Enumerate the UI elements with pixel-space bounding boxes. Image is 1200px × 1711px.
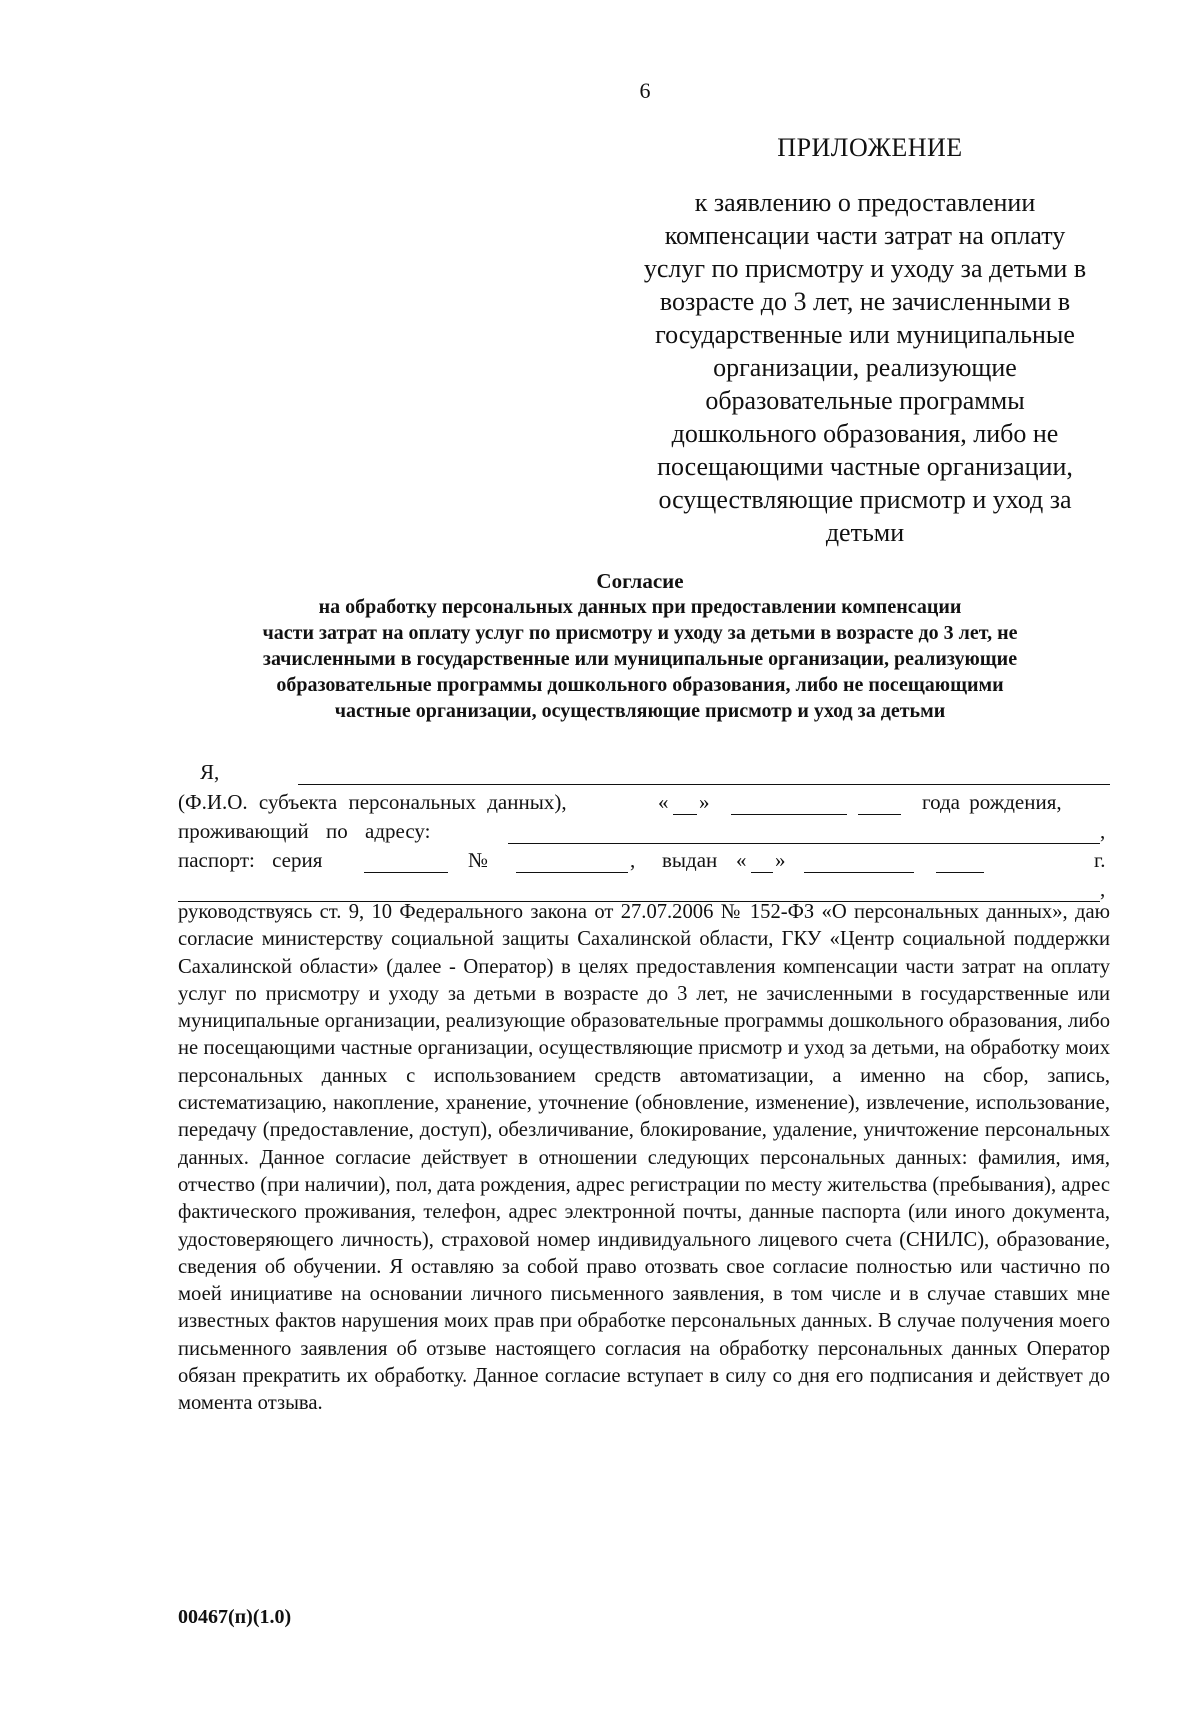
birth-label: года рождения,: [922, 790, 1062, 814]
consent-heading-line: образовательные программы дошкольного образования, либо не посещающими: [276, 674, 1004, 696]
consent-title: Согласие: [596, 569, 684, 593]
consent-heading-line: части затрат на оплату услуг по присмотру и уходу за детьми в возрасте до 3 лет, не: [262, 622, 1018, 644]
appendix-subtitle-line: организации, реализующие: [713, 353, 1017, 382]
birth-row: [178, 788, 1110, 816]
appendix-subtitle-line: услуг по присмотру и уходу за детьми в: [643, 254, 1087, 283]
i-label: Я,: [200, 760, 220, 784]
appendix-subtitle-line: осуществляющие присмотр и уход за: [658, 485, 1072, 514]
consent-heading-line: на обработку персональных данных при предоставлении компенсации: [318, 596, 962, 618]
consent-heading-line: частные организации, осуществляющие присмотр и уход за детьми: [334, 700, 946, 722]
birth-day-field[interactable]: [673, 814, 697, 815]
appendix-subtitle-line: компенсации части затрат на оплату: [664, 221, 1066, 250]
form-code: 00467(п)(1.0): [178, 1606, 292, 1628]
appendix-title: ПРИЛОЖЕНИЕ: [777, 133, 963, 162]
appendix-subtitle: [615, 186, 1115, 549]
appendix-subtitle-line: посещающими частные организации,: [657, 452, 1073, 481]
quote-close: »: [699, 790, 710, 814]
passport-row: [178, 846, 1110, 874]
page-number: 6: [639, 78, 651, 103]
issued-day-field[interactable]: [751, 872, 773, 873]
birth-month-field[interactable]: [731, 814, 847, 815]
consent-body-text: руководствуясь ст. 9, 10 Федерального закона от 27.07.2006 № 152-ФЗ «О персональных данных», даю согласие министерству социальной защиты Сахалинской области, ГКУ «Центр социальной поддержки Сахалинской области» (далее - Оператор) в целях предоставления компенсации части затрат на оплату услуг по присмотру и уходу за детьми в возрасте до 3 лет, не зачисленными в государственные или муниципальные организации, реализующие образовательные программы дошкольного образования, либо не посещающими частные организации, осуществляющие присмотр и уход за детьми, на обработку моих персональных данных с использованием средств автоматизации, а именно на сбор, запись, систематизацию, накопление, хранение, уточнение (обновление, изменение), извлечение, использование, передачу (предоставление, доступ), обезличивание, блокирование, удаление, уничтожение персональных данных. Данное согласие действует в отношении следующих персональных данных: фамилия, имя, отчество (при наличии), пол, дата рождения, адрес регистрации по месту жительства (пребывания), адрес фактического проживания, телефон, адрес электронной почты, данные паспорта (или иного документа, удостоверяющего личность), страховой номер индивидуального лицевого счета (СНИЛС), образование, сведения об обучении. Я оставляю за собой право отозвать свое согласие полностью или частично по моей инициативе на основании личного письменного заявления, в том числе и в случае ставших мне известных фактов нарушения моих прав при обработке персональных данных. В случае получения моего письменного заявления об отзыве настоящего согласия на обработку персональных данных Оператор обязан прекратить их обработку. Данное согласие вступает в силу со дня его подписания и действует до момента отзыва.: [178, 901, 1110, 1415]
address-label: проживающий по адресу:: [178, 819, 431, 843]
appendix-subtitle-line: детьми: [825, 518, 905, 547]
issued-year-field[interactable]: [936, 872, 984, 873]
birth-year-field[interactable]: [858, 814, 901, 815]
passport-series-field[interactable]: [364, 872, 448, 873]
quote-open: «: [658, 790, 669, 814]
issued-month-field[interactable]: [804, 872, 914, 873]
number-label: №: [468, 848, 489, 872]
fio-field[interactable]: [298, 784, 1110, 785]
appendix-subtitle-line: к заявлению о предоставлении: [694, 188, 1036, 217]
address-comma: ,: [1100, 819, 1106, 843]
year-label: г.: [1094, 848, 1106, 872]
fio-row: [178, 758, 1110, 786]
appendix-subtitle-line: дошкольного образования, либо не: [671, 419, 1059, 448]
fio-label: (Ф.И.О. субъекта персональных данных),: [178, 790, 567, 814]
consent-heading-line: зачисленными в государственные или муниципальные организации, реализующие: [262, 648, 1018, 670]
passport-comma: ,: [630, 848, 636, 872]
passport-label: паспорт: серия: [178, 848, 323, 872]
passport-number-field[interactable]: [516, 872, 628, 873]
appendix-subtitle-line: государственные или муниципальные: [655, 320, 1075, 349]
issuer-comma: ,: [1100, 877, 1106, 901]
issued-label: выдан: [662, 848, 718, 872]
appendix-subtitle-line: возрасте до 3 лет, не зачисленными в: [659, 287, 1071, 316]
issued-quote-close: »: [775, 848, 786, 872]
address-field[interactable]: [508, 843, 1100, 844]
address-row: [178, 817, 1110, 845]
consent-heading: [160, 568, 1120, 724]
issued-quote-open: «: [736, 848, 747, 872]
appendix-subtitle-line: образовательные программы: [705, 386, 1025, 415]
